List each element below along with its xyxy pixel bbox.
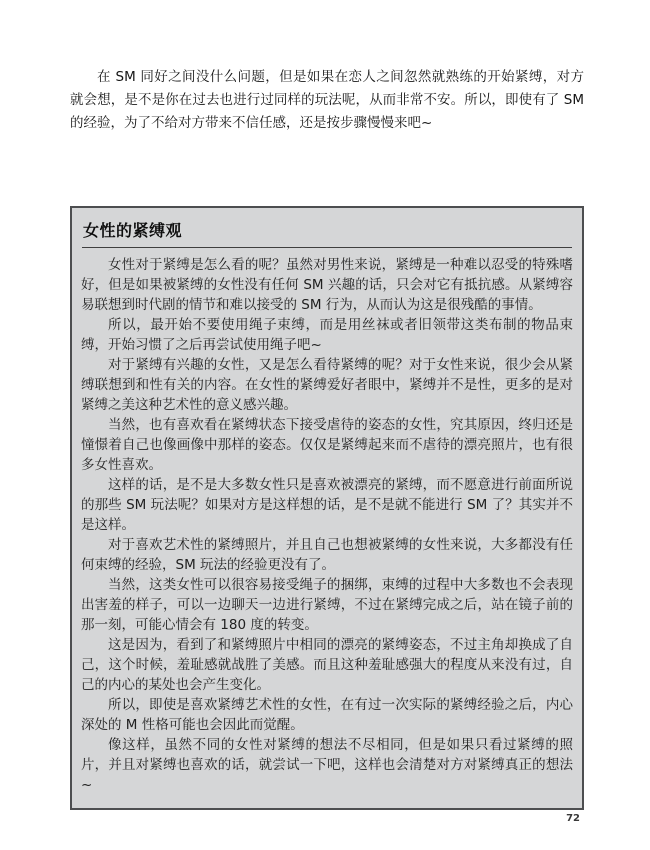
paragraph: 这是因为，看到了和紧缚照片中相同的漂亮的紧缚姿态，不过主角却换成了自己，这个时候，羞耻感就战胜了美感。而且这种羞耻感强大的程度从来没有过，自己的内心的某处也会产生变化。 xyxy=(81,637,573,693)
section-paragraphs xyxy=(81,255,573,795)
page-number: 72 xyxy=(566,813,580,824)
paragraph: 对于紧缚有兴趣的女性，又是怎么看待紧缚的呢？对于女性来说，很少会从紧缚联想到和性有关的内容。在女性的紧缚爱好者眼中，紧缚并不是性，更多的是对紧缚之美这种艺术性的意义感兴趣。 xyxy=(81,357,573,413)
paragraph: 像这样，虽然不同的女性对紧缚的想法不尽相同，但是如果只看过紧缚的照片，并且对紧缚也喜欢的话，就尝试一下吧，这样也会清楚对方对紧缚真正的想法~ xyxy=(81,737,573,793)
paragraph: 女性对于紧缚是怎么看的呢？虽然对男性来说，紧缚是一种难以忍受的特殊嗜好，但是如果被紧缚的女性没有任何 SM 兴趣的话，只会对它有抵抗感。从紧缚容易联想到时代剧的情节和难以接受的 SM 行为，从而认为这是很残酷的事情。 xyxy=(81,257,573,313)
section-title: 女性的紧缚观 xyxy=(83,221,183,240)
paragraph: 这样的话，是不是大多数女性只是喜欢被漂亮的紧缚，而不愿意进行前面所说的那些 SM 玩法呢？如果对方是这样想的话，是不是就不能进行 SM 了？其实并不是这样。 xyxy=(81,477,573,533)
section-box xyxy=(70,206,584,810)
title-divider xyxy=(82,247,572,248)
paragraph: 所以，即使是喜欢紧缚艺术性的女性，在有过一次实际的紧缚经验之后，内心深处的 M 性格可能也会因此而觉醒。 xyxy=(81,697,573,733)
paragraph: 当然，也有喜欢看在紧缚状态下接受虐待的姿态的女性，究其原因，终归还是憧憬着自己也像画像中那样的姿态。仅仅是紧缚起来而不虐待的漂亮照片，也有很多女性喜欢。 xyxy=(81,417,573,473)
paragraph: 所以，最开始不要使用绳子束缚，而是用丝袜或者旧领带这类布制的物品束缚，开始习惯了之后再尝试使用绳子吧~ xyxy=(81,317,573,353)
intro-paragraph: 在 SM 同好之间没什么问题，但是如果在恋人之间忽然就熟练的开始紧缚，对方就会想，是不是你在过去也进行过同样的玩法呢，从而非常不安。所以，即使有了 SM 的经验，为了不给对方带来不信任感，还是按步骤慢慢来吧~ xyxy=(70,69,584,131)
paragraph: 当然，这类女性可以很容易接受绳子的捆绑，束缚的过程中大多数也不会表现出害羞的样子，可以一边聊天一边进行紧缚，不过在紧缚完成之后，站在镜子前的那一刻，可能心情会有 180 度的转变。 xyxy=(81,577,573,633)
paragraph: 对于喜欢艺术性的紧缚照片，并且自己也想被紧缚的女性来说，大多都没有任何束缚的经验，SM 玩法的经验更没有了。 xyxy=(81,537,573,573)
